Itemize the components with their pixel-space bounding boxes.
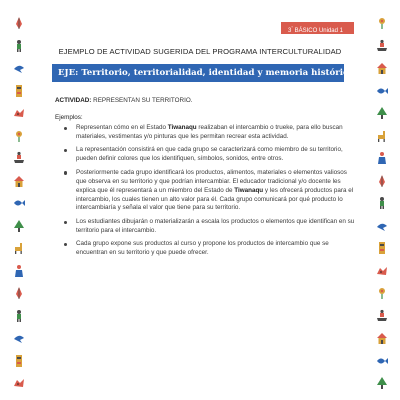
bird-icon xyxy=(12,331,26,345)
house-icon xyxy=(375,61,389,75)
example-text-before: Representan cómo en el Estado xyxy=(76,124,168,131)
example-item xyxy=(55,240,355,258)
example-text-before: Posteriormente cada grupo identificará los productos, alimentos, materiales o elementos valiosos que observa en su territorio y que podrían intercambiar. El educador tradicional y/o docente les explica que él representará a un miembro del Estado de xyxy=(76,168,347,194)
axis-banner: EJE: Territorio, territorialidad, identidad y memoria histórica. xyxy=(52,64,344,82)
example-item xyxy=(55,124,355,142)
example-text-before: La representación consistirá en que cada grupo se caracterizará como miembro de su territorio, pueden definir colores que los identifiquen, símbolos, sonidos, entre otros. xyxy=(76,146,343,163)
grade-unit-text: BÁSICO Unidad 1 xyxy=(292,28,343,34)
bird-icon xyxy=(12,61,26,75)
feather-icon xyxy=(12,16,26,30)
fish-icon xyxy=(375,354,389,368)
person-icon xyxy=(12,264,26,278)
rider-icon xyxy=(12,151,26,165)
example-text-before: Cada grupo expone sus productos al curso y propone los productos de intercambio que se encuentran en su territorio y que puede ofrecer. xyxy=(76,240,329,257)
house-icon xyxy=(12,174,26,188)
rider-icon xyxy=(375,39,389,53)
llama-icon xyxy=(375,129,389,143)
house-icon xyxy=(375,331,389,345)
example-text-bold: Tiwanaqu xyxy=(234,186,264,194)
totem-icon xyxy=(12,84,26,98)
flower-icon xyxy=(375,286,389,300)
program-title: EJEMPLO DE ACTIVIDAD SUGERIDA DEL PROGRAMA INTERCULTURALIDAD xyxy=(58,47,342,56)
examples-list xyxy=(55,124,355,263)
fish-icon xyxy=(375,84,389,98)
bullet-icon xyxy=(64,171,67,174)
feather-icon xyxy=(12,286,26,300)
totem-icon xyxy=(375,241,389,255)
example-item xyxy=(55,169,355,214)
totem-icon xyxy=(12,354,26,368)
fox-icon xyxy=(12,106,26,120)
grade-ordinal: ° xyxy=(291,25,293,30)
figure-icon xyxy=(12,39,26,53)
tree-icon xyxy=(375,376,389,390)
left-decorative-border xyxy=(12,16,26,400)
feather-icon xyxy=(375,174,389,188)
example-item xyxy=(55,146,355,164)
grade-badge xyxy=(281,22,354,34)
flower-icon xyxy=(375,16,389,30)
llama-icon xyxy=(12,241,26,255)
fox-icon xyxy=(375,264,389,278)
fish-icon xyxy=(12,196,26,210)
bullet-icon xyxy=(64,221,67,224)
activity-line xyxy=(55,97,193,104)
figure-icon xyxy=(12,309,26,323)
bullet-icon xyxy=(64,149,67,152)
grade-number: 3 xyxy=(288,28,292,34)
activity-label: ACTIVIDAD: xyxy=(55,97,92,104)
tree-icon xyxy=(12,219,26,233)
flower-icon xyxy=(12,129,26,143)
example-text-after: y les ofrecerá productos para el intercambio, los cuales tienen un alto valor para él. Cada grupo comunicará por qué producto lo intercambiaría y señala el valor que tiene para su territorio. xyxy=(76,186,354,212)
example-item xyxy=(55,218,355,236)
example-text-after: realizaban el intercambio o trueke, para ello buscan materiales, vestimentas y/o pinturas que les permitan recrear esta actividad. xyxy=(76,124,343,140)
fox-icon xyxy=(12,376,26,390)
tree-icon xyxy=(375,106,389,120)
bullet-icon xyxy=(64,127,67,130)
bird-icon xyxy=(375,219,389,233)
figure-icon xyxy=(375,196,389,210)
rider-icon xyxy=(375,309,389,323)
example-text-before: Los estudiantes dibujarán o materializarán a escala los productos o elementos que identifican en su territorio para el intercambio. xyxy=(76,217,355,234)
bullet-icon xyxy=(64,243,67,246)
right-decorative-border xyxy=(375,16,389,400)
person-icon xyxy=(375,151,389,165)
examples-heading: Ejemplos: xyxy=(55,114,83,121)
example-text-bold: Tiwanaqu xyxy=(167,124,197,131)
activity-text: REPRESENTAN SU TERRITORIO. xyxy=(91,97,193,104)
